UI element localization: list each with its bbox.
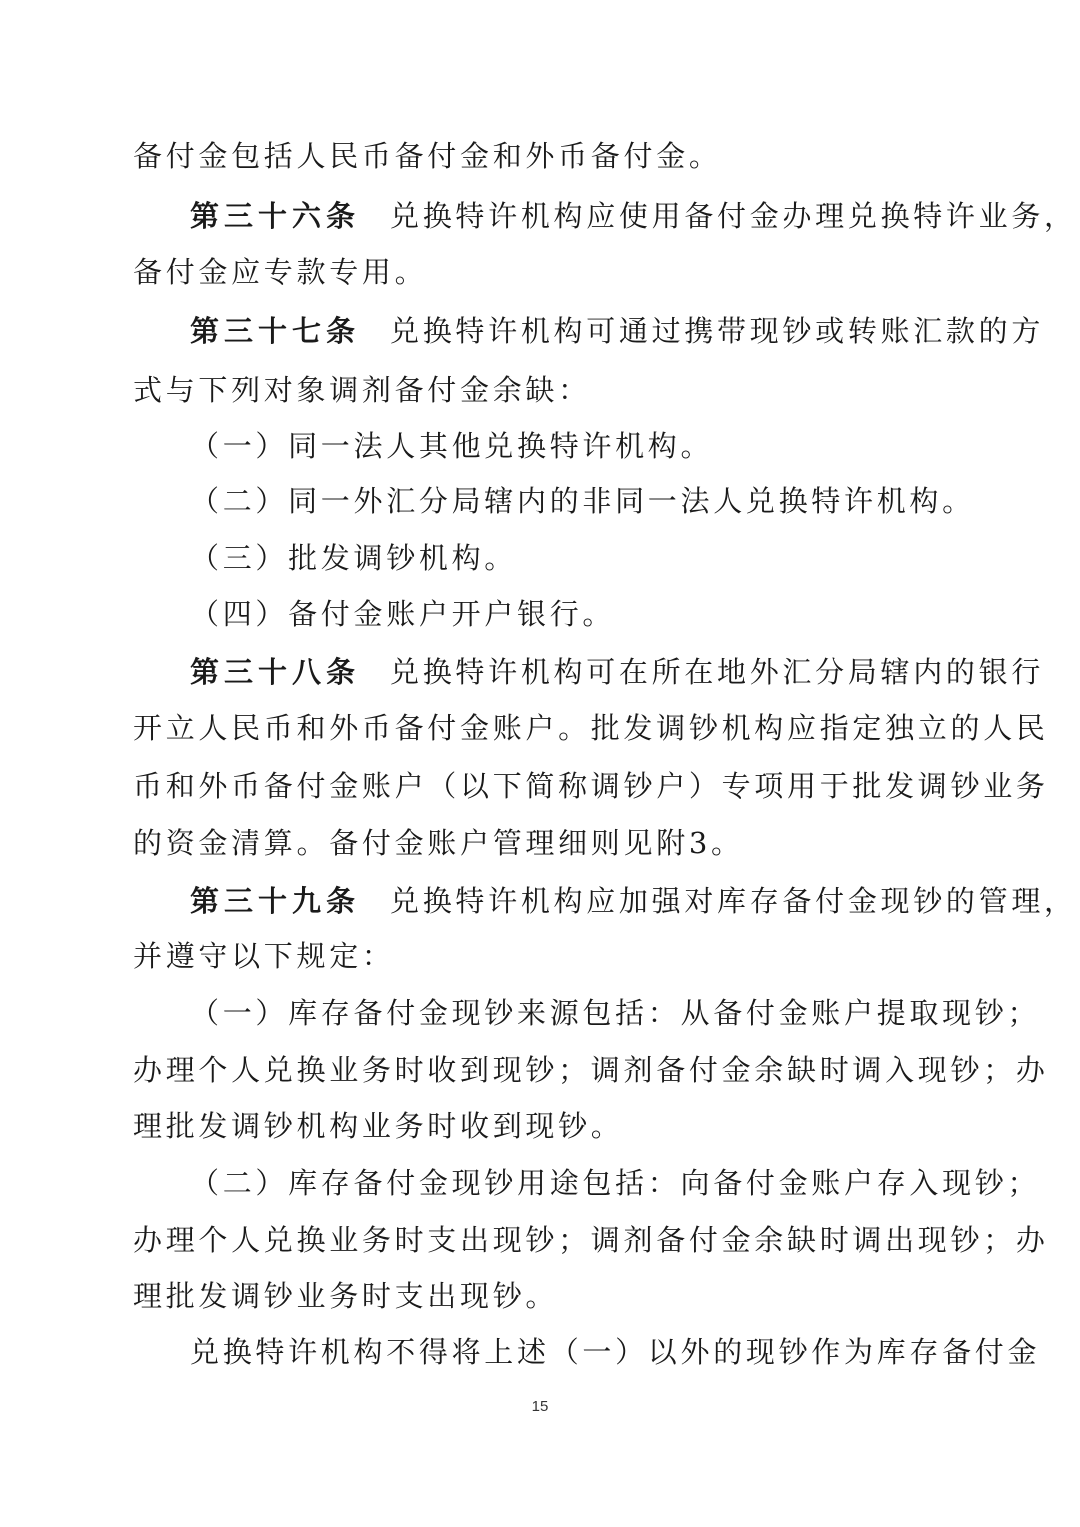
text-line: 备付金应专款专用。 bbox=[133, 255, 428, 289]
list-item: （一）库存备付金现钞来源包括：从备付金账户提取现钞； bbox=[190, 996, 1041, 1030]
text-line: 第三十九条 兑换特许机构应加强对库存备付金现钞的管理， bbox=[190, 884, 1077, 918]
article-number: 第三十八条 bbox=[190, 655, 361, 689]
text-line: 第三十六条 兑换特许机构应使用备付金办理兑换特许业务， bbox=[190, 199, 1077, 233]
text-line: 的资金清算。备付金账户管理细则见附3。 bbox=[133, 826, 744, 860]
text-line: 开立人民币和外币备付金账户。批发调钞机构应指定独立的人民 bbox=[133, 711, 1049, 745]
list-item: （二）库存备付金现钞用途包括：向备付金账户存入现钞； bbox=[190, 1166, 1041, 1200]
text-line: 理批发调钞机构业务时收到现钞。 bbox=[133, 1109, 624, 1143]
text-line: 理批发调钞业务时支出现钞。 bbox=[133, 1279, 559, 1313]
text-line: 办理个人兑换业务时收到现钞；调剂备付金余缺时调入现钞；办 bbox=[133, 1053, 1049, 1087]
article-number: 第三十七条 bbox=[190, 314, 361, 348]
text-line: 币和外币备付金账户（以下简称调钞户）专项用于批发调钞业务 bbox=[133, 769, 1049, 803]
text-line: 并遵守以下规定： bbox=[133, 939, 395, 973]
list-item: （四）备付金账户开户银行。 bbox=[190, 597, 616, 631]
page-number: 15 bbox=[531, 1398, 549, 1415]
article-number: 第三十六条 bbox=[190, 199, 361, 233]
article-number: 第三十九条 bbox=[190, 884, 361, 918]
text-line: 兑换特许机构不得将上述（一）以外的现钞作为库存备付金 bbox=[190, 1335, 1041, 1369]
list-item: （一）同一法人其他兑换特许机构。 bbox=[190, 429, 714, 463]
text-line: 备付金包括人民币备付金和外币备付金。 bbox=[133, 139, 722, 173]
list-item: （二）同一外汇分局辖内的非同一法人兑换特许机构。 bbox=[190, 484, 975, 518]
text-line: 第三十八条 兑换特许机构可在所在地外汇分局辖内的银行 bbox=[190, 655, 1045, 689]
text-line: 办理个人兑换业务时支出现钞；调剂备付金余缺时调出现钞；办 bbox=[133, 1223, 1049, 1257]
text-line: 式与下列对象调剂备付金余缺： bbox=[133, 373, 591, 407]
list-item: （三）批发调钞机构。 bbox=[190, 541, 518, 575]
text-line: 第三十七条 兑换特许机构可通过携带现钞或转账汇款的方 bbox=[190, 314, 1045, 348]
